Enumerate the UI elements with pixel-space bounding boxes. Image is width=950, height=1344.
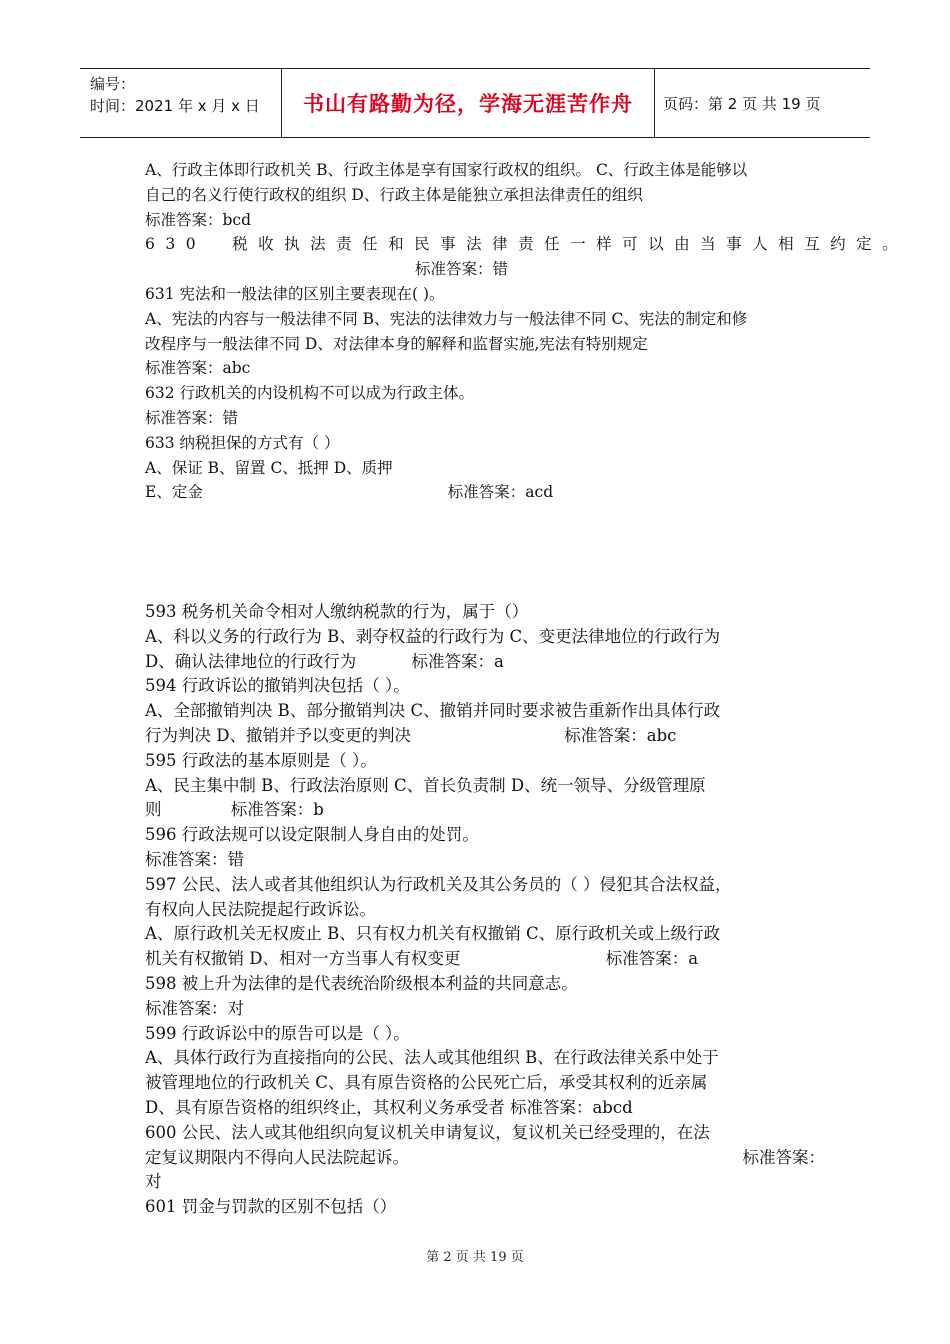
- text-line: A、具体行政行为直接指向的公民、法人或其他组织 B、在行政法律关系中处于: [145, 1048, 719, 1068]
- text-line: A、行政主体即行政机关 B、行政主体是享有国家行政权的组织。 C、行政主体是能够以: [145, 161, 748, 179]
- question-600: 600 公民、法人或其他组织向复议机关申请复议，复议机关已经受理的，在法: [145, 1122, 710, 1142]
- answer-line: 标准答案：abc: [145, 359, 251, 378]
- question-block-b: [145, 600, 825, 1220]
- time-label: 时间：2021 年 x 月 x 日: [90, 97, 260, 115]
- answer-text: 标准答案：a: [605, 949, 699, 969]
- document-header: [80, 68, 870, 138]
- header-motto-cell: [282, 69, 655, 137]
- options-line: [145, 480, 825, 505]
- option-text: E、定金: [145, 483, 203, 502]
- question-596: 596 行政法规可以设定限制人身自由的处罚。: [145, 825, 479, 845]
- options-line: [145, 947, 825, 972]
- header-meta: [80, 69, 282, 137]
- question-633: 633 纳税担保的方式有（ ）: [145, 433, 340, 452]
- question-632: 632 行政机关的内设机构不可以成为行政主体。: [145, 384, 475, 403]
- answer-line: 标准答案：bcd: [145, 210, 252, 229]
- question-block-a: [145, 158, 909, 505]
- text-line: 自己的名义行使行政权的组织 D、行政主体是能独立承担法律责任的组织: [145, 185, 643, 204]
- question-601: 601 罚金与罚款的区别不包括（）: [145, 1197, 397, 1217]
- page-label: 页码：第 2 页 共 19 页: [663, 94, 821, 113]
- question-599: 599 行政诉讼中的原告可以是（ ）。: [145, 1023, 410, 1043]
- option-text: 则: [145, 800, 162, 820]
- motto: 书山有路勤为径，学海无涯苦作舟: [303, 92, 633, 116]
- question-598: 598 被上升为法律的是代表统治阶级根本利益的共同意志。: [145, 973, 578, 993]
- option-text: 机关有权撤销 D、相对一方当事人有权变更: [145, 949, 461, 969]
- question-595: 595 行政法的基本原则是（ ）。: [145, 750, 377, 770]
- answer-text: 标准答案：abc: [564, 725, 677, 745]
- text-line: A、民主集中制 B、行政法治原则 C、首长负责制 D、统一领导、分级管理原: [145, 775, 706, 795]
- answer-line: 标准答案：错: [145, 849, 244, 869]
- answer-text: 标准答案：a: [411, 651, 504, 671]
- option-text: D、确认法律地位的行政行为: [145, 651, 357, 671]
- text-line: D、具有原告资格的组织终止，其权利义务承受者 标准答案：abcd: [145, 1097, 633, 1117]
- options-line: [145, 798, 825, 823]
- answer-line: 标准答案：对: [145, 998, 244, 1018]
- options-line: [145, 650, 825, 675]
- answer-line: 对: [145, 1172, 162, 1192]
- answer-text: 标准答案：b: [230, 800, 324, 820]
- question-593: 593 税务机关命令相对人缴纳税款的行为，属于（）: [145, 602, 529, 621]
- text-line: A、原行政机关无权废止 B、只有权力机关有权撤销 C、原行政机关或上级行政: [145, 924, 721, 944]
- answer-line: 标准答案：错: [145, 408, 239, 427]
- question-594: 594 行政诉讼的撤销判决包括（ ）。: [145, 676, 410, 696]
- question-630: 630 税收执法责任和民事法律责任一样可以由当事人相互约定。: [145, 235, 909, 254]
- text-line: A、宪法的内容与一般法律不同 B、宪法的法律效力与一般法律不同 C、宪法的制定和修: [145, 309, 748, 328]
- answer-line: 标准答案：错: [415, 260, 509, 279]
- option-text: 定复议期限内不得向人民法院起诉。: [145, 1147, 409, 1167]
- text-line: A、全部撤销判决 B、部分撤销判决 C、撤销并同时要求被告重新作出具体行政: [145, 701, 721, 721]
- text-line: 改程序与一般法律不同 D、对法律本身的解释和监督实施,宪法有特别规定: [145, 334, 648, 353]
- text-line: 被管理地位的行政机关 C、具有原告资格的公民死亡后，承受其权利的近亲属: [145, 1073, 708, 1093]
- page-footer: 第 2 页 共 19 页: [426, 1250, 524, 1265]
- question-597: 597 公民、法人或者其他组织认为行政机关及其公务员的（ ）侵犯其合法权益，: [145, 874, 732, 894]
- option-text: 行为判决 D、撤销并予以变更的判决: [145, 725, 411, 745]
- answer-text: 标准答案：: [742, 1147, 825, 1167]
- number-label: 编号：: [90, 75, 136, 93]
- text-line: A、科以义务的行政行为 B、剥夺权益的行政行为 C、变更法律地位的行政行为: [145, 626, 721, 646]
- options-line: [145, 724, 825, 749]
- answer-text: 标准答案：acd: [447, 483, 554, 502]
- text-line: 有权向人民法院提起行政诉讼。: [145, 899, 376, 919]
- options-line: [145, 1146, 825, 1171]
- text-line: A、保证 B、留置 C、抵押 D、质押: [145, 458, 393, 477]
- question-631: 631 宪法和一般法律的区别主要表现在( )。: [145, 284, 445, 303]
- header-page-cell: [655, 69, 870, 137]
